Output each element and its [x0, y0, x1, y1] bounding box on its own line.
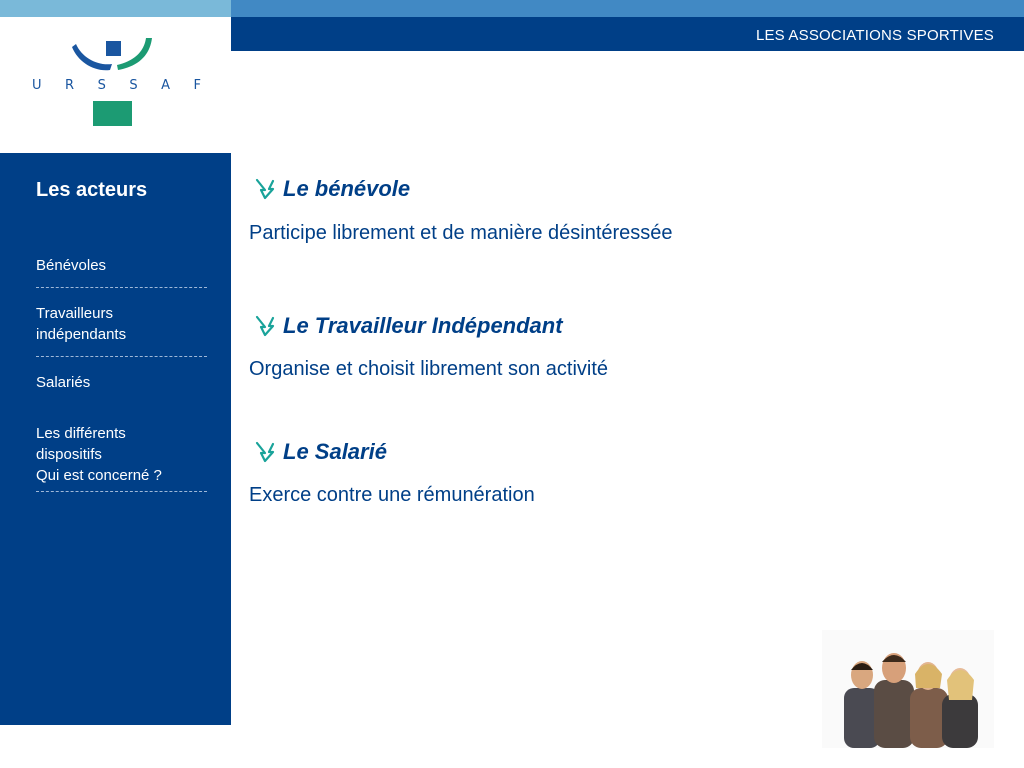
- sidebar-divider: [36, 287, 207, 288]
- logo-letter: F: [193, 78, 202, 93]
- sidebar-item-dispositifs[interactable]: [36, 423, 207, 486]
- sidebar-item-label: Les différents: [36, 425, 126, 442]
- sidebar-item-label: Travailleurs: [36, 305, 113, 322]
- logo-letter: U: [32, 78, 43, 93]
- arrow-bullet-icon: [253, 177, 277, 201]
- section-title-benevole: [253, 176, 410, 202]
- arrow-bullet-icon: [253, 314, 277, 338]
- logo-letter: R: [65, 78, 76, 93]
- top-accent-bar-light: [0, 0, 231, 17]
- header-title: LES ASSOCIATIONS SPORTIVES: [755, 27, 994, 44]
- sidebar-heading: Les acteurs: [36, 179, 148, 201]
- section-title-text: Le bénévole: [283, 176, 411, 201]
- sidebar-item-label: indépendants: [36, 326, 127, 343]
- sidebar-item-label: Bénévoles: [36, 257, 107, 274]
- section-title-salarie: [253, 439, 387, 465]
- section-description: Organise et choisit librement son activité: [249, 358, 609, 380]
- sidebar-item-label: Salariés: [36, 374, 91, 391]
- section-description: Exerce contre une rémunération: [249, 484, 535, 506]
- sidebar-item-label: dispositifs: [36, 446, 102, 463]
- urssaf-logo: [20, 30, 210, 135]
- sidebar-divider: [36, 356, 207, 357]
- logo-letters: [32, 78, 202, 93]
- header-bar: [231, 17, 1024, 51]
- sidebar-item-benevoles[interactable]: [36, 255, 207, 276]
- section-title-text: Le Travailleur Indépendant: [283, 313, 563, 338]
- logo-letter: A: [161, 78, 171, 93]
- section-title-text: Le Salarié: [283, 439, 387, 464]
- logo-letter: S: [129, 78, 139, 93]
- top-accent-bar: [231, 0, 1024, 17]
- arrow-bullet-icon: [253, 440, 277, 464]
- section-title-travailleur: [253, 313, 563, 339]
- sidebar-item-salaries[interactable]: [36, 372, 207, 393]
- sidebar-divider: [36, 491, 207, 492]
- sidebar-item-travailleurs-independants[interactable]: [36, 303, 207, 345]
- sidebar: [0, 153, 231, 725]
- logo-letter: S: [97, 78, 107, 93]
- sidebar-item-label: Qui est concerné ?: [36, 467, 162, 484]
- section-description: Participe librement et de manière désintéressée: [249, 222, 673, 244]
- people-group-photo: [822, 630, 994, 748]
